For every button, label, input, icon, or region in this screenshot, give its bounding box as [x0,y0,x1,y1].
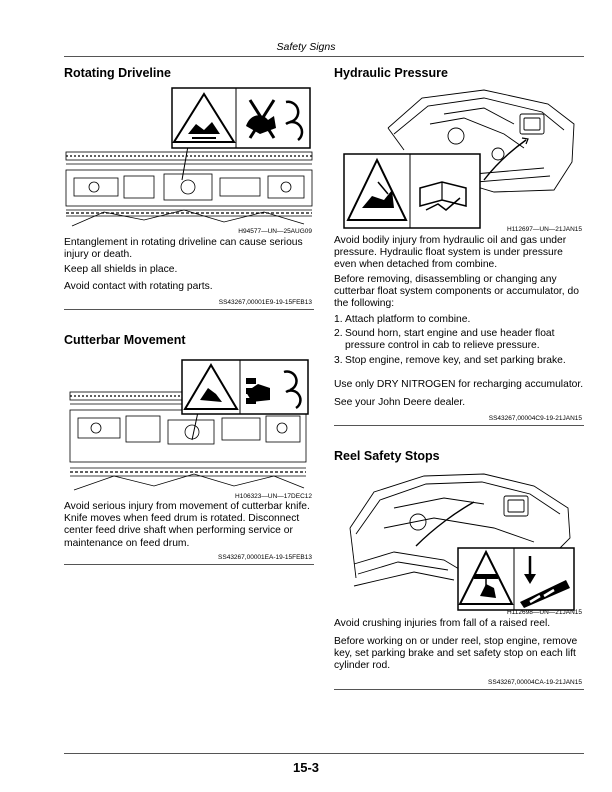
heading-rotating-driveline: Rotating Driveline [64,66,171,80]
heading-reel-safety-stops: Reel Safety Stops [334,449,440,463]
figure-cutterbar-movement [64,358,314,498]
figure-code-hydraulic-pressure: H112697—UN—21JAN15 [506,226,582,233]
text-dry-nitrogen: Use only DRY NITROGEN for recharging accumulator. [334,379,584,390]
section-rule [64,564,314,565]
figure-rotating-driveline [64,86,314,232]
text-keep-shields: Keep all shields in place. [64,264,178,275]
ref-hydraulic-pressure: SS43267,00004C9-19-21JAN15 [488,415,582,422]
ref-reel-safety-stops: SS43267,00004CA-19-21JAN15 [488,679,582,686]
text-before-removing: Before removing, disassembling or changing any cutterbar float system components or accumulator, do the following: [334,274,579,310]
procedure-step: 3. Stop engine, remove key, and set parking brake. [334,354,566,366]
text-before-working: Before working on or under reel, stop engine, remove key, set parking brake and set safety stop on each lift cylinder rod. [334,636,578,672]
section-rule [64,309,314,310]
ref-rotating-driveline: SS43267,00001E9-19-15FEB13 [218,299,312,306]
section-rule [334,425,584,426]
figure-code-cutterbar-movement: H106323—UN—17DEC12 [235,493,312,500]
procedure-step: 2. Sound horn, start engine and use header float pressure control in cab to relieve pressure. [334,328,555,352]
page-number: 15-3 [292,760,320,775]
header-rule [64,56,584,57]
text-see-dealer: See your John Deere dealer. [334,397,466,408]
text-cutterbar-warning: Avoid serious injury from movement of cutterbar knife. Knife moves when feed drum is rotated. Disconnect center feed drive shaft when performing service or maintenance on feed drum. [64,501,310,549]
text-avoid-crushing: Avoid crushing injuries from fall of a raised reel. [334,618,551,629]
heading-cutterbar-movement: Cutterbar Movement [64,333,186,347]
text-entanglement: Entanglement in rotating driveline can cause serious injury or death. [64,237,303,261]
section-rule [334,689,584,690]
figure-code-reel-safety-stops: H112698—UN—21JAN15 [506,609,582,616]
figure-reel-safety-stops [334,468,584,614]
running-head: Safety Signs [276,41,336,53]
text-hydraulic-warning: Avoid bodily injury from hydraulic oil and gas under pressure. Hydraulic float system is under pressure even when detached from combine. [334,235,567,271]
figure-hydraulic-pressure [334,84,584,230]
ref-cutterbar-movement: SS43267,00001EA-19-15FEB13 [218,554,312,561]
procedure-step: 1. Attach platform to combine. [334,314,471,325]
footer-rule [64,753,584,754]
figure-code-rotating-driveline: H94577—UN—25AUG09 [238,228,312,235]
text-avoid-contact: Avoid contact with rotating parts. [64,281,213,292]
heading-hydraulic-pressure: Hydraulic Pressure [334,66,448,80]
procedure-list [334,314,586,367]
